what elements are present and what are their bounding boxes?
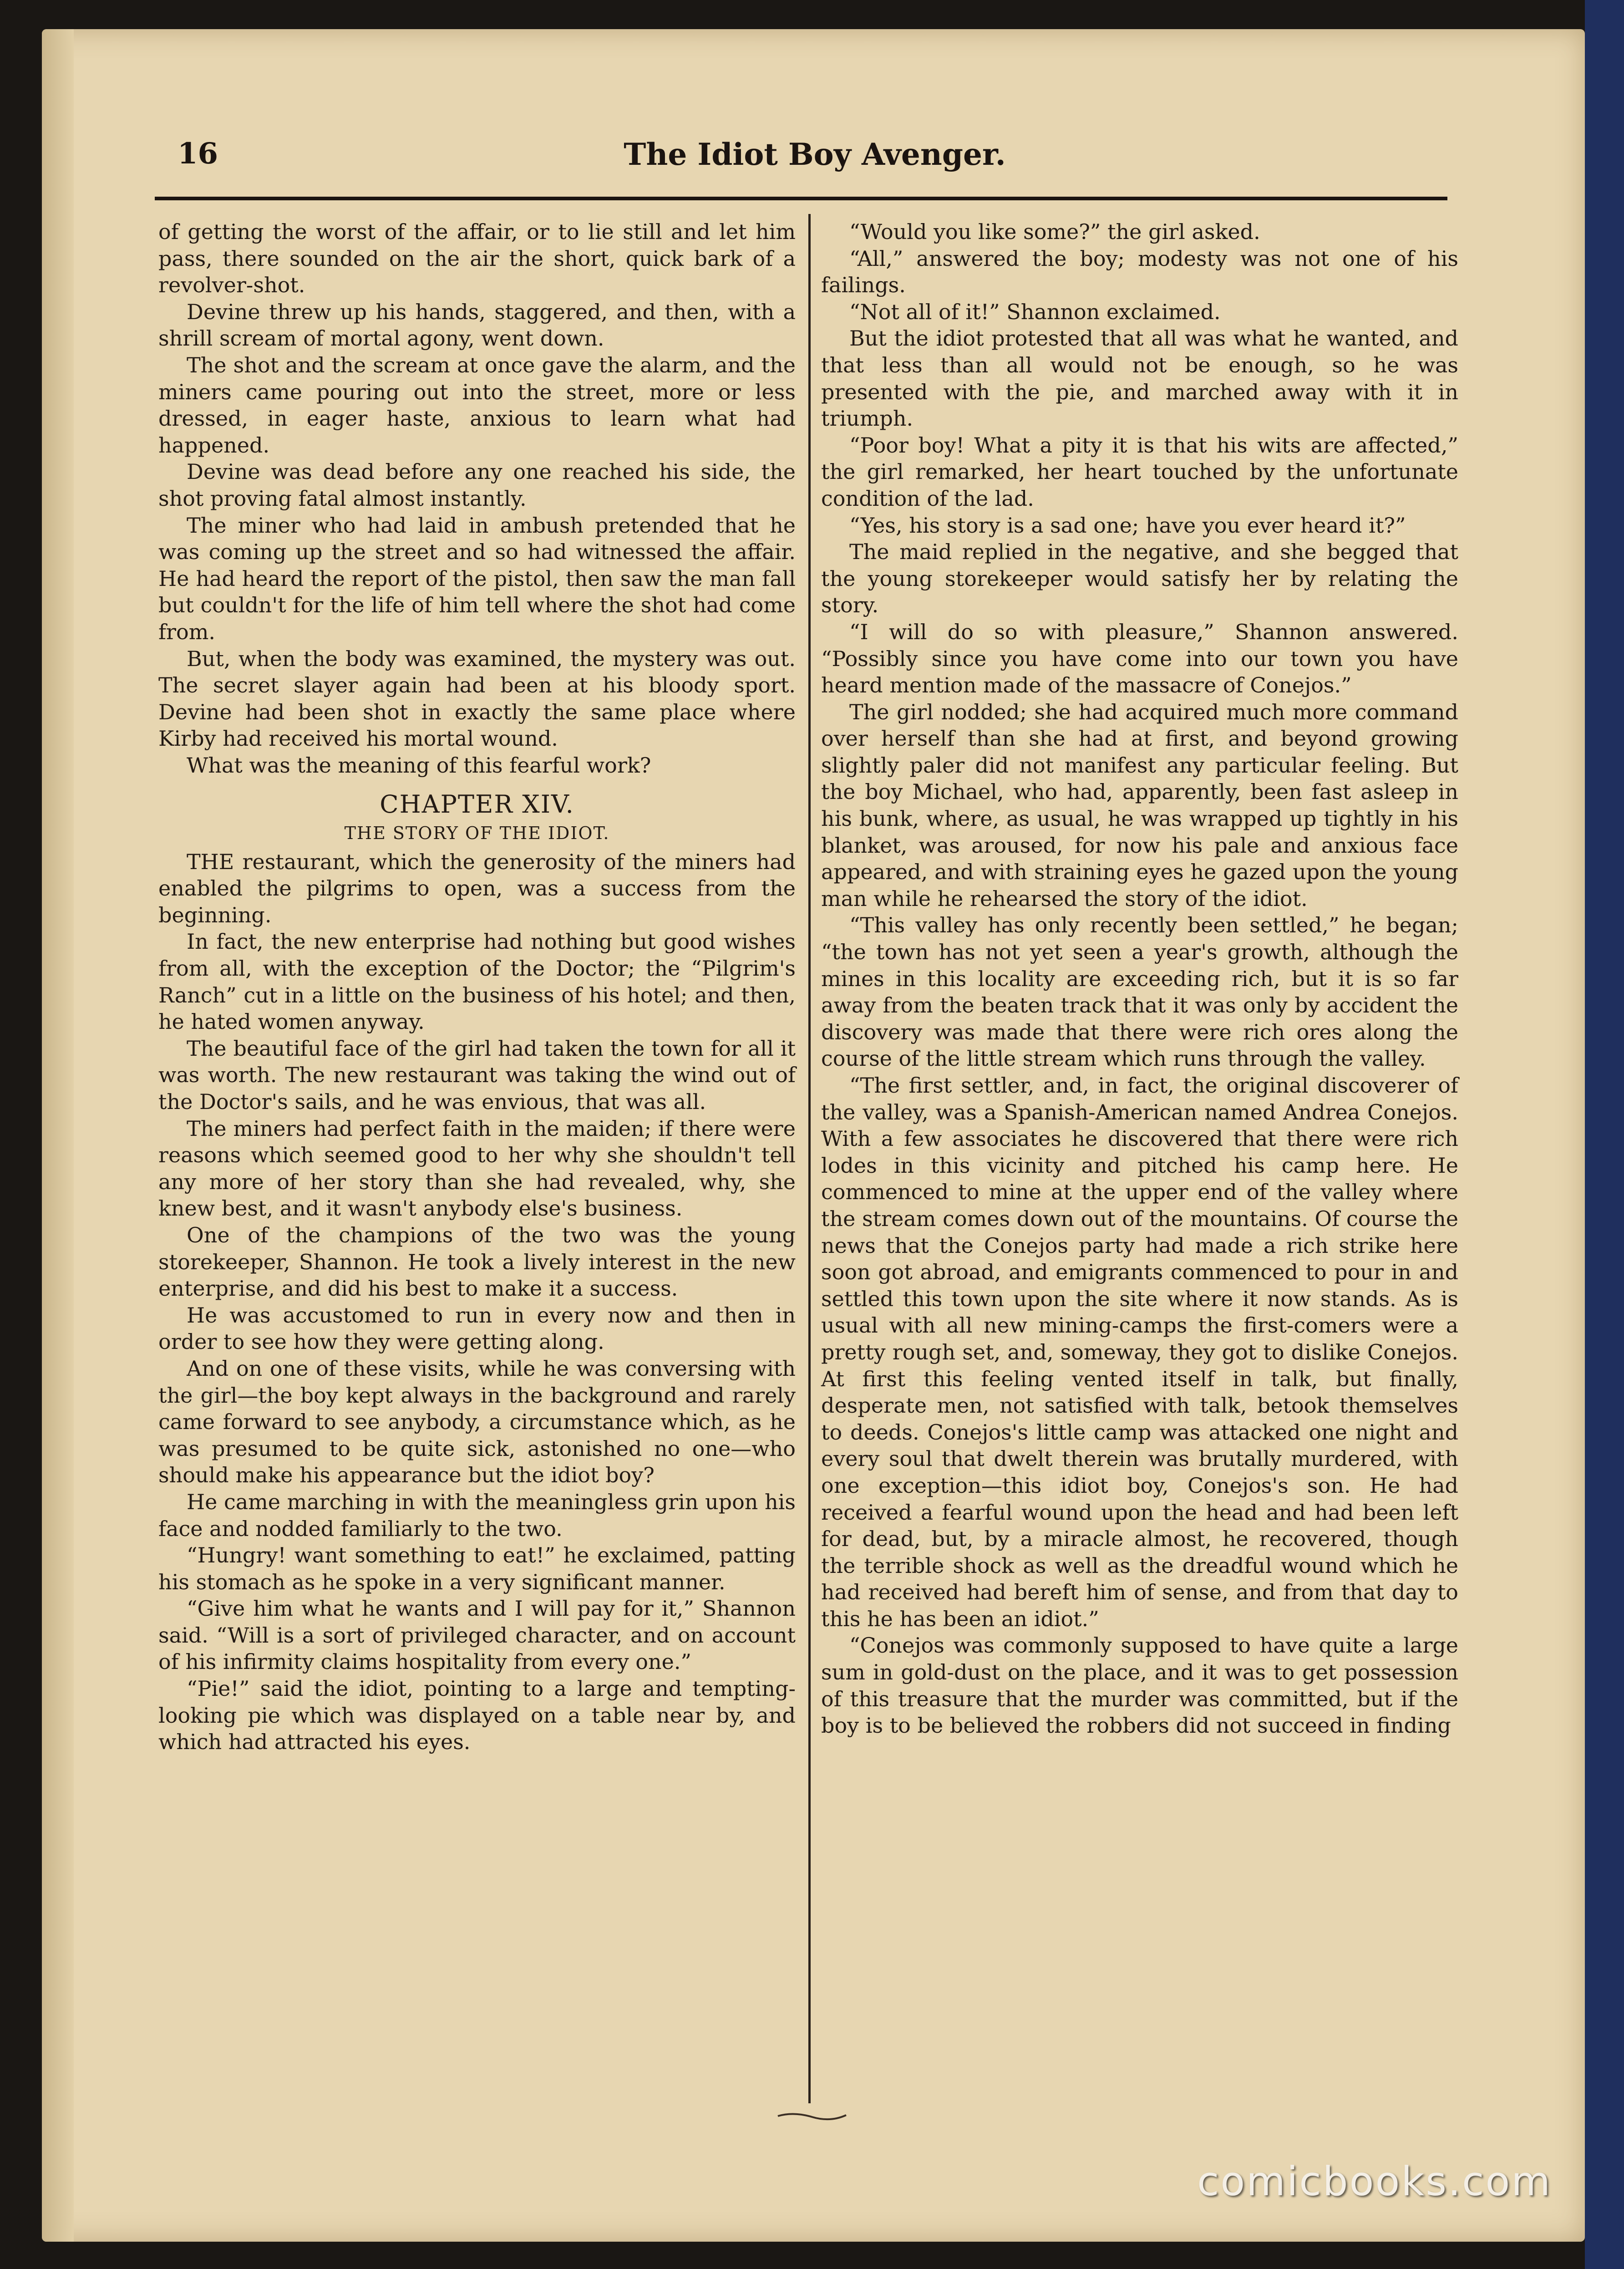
paragraph: “Poor boy! What a pity it is that his wits are affected,” the girl remarked, her heart touched by the unfortunate condition of the lad. <box>821 432 1458 511</box>
paragraph: “Give him what he wants and I will pay for it,” Shannon said. “Will is a sort of privileged character, and on account of his infirmity claims hospitality from every one.” <box>158 1596 796 1674</box>
paragraph: “Would you like some?” the girl asked. <box>849 219 1260 244</box>
paragraph: In fact, the new enterprise had nothing but good wishes from all, with the exception of the Doctor; the “Pilgrim's Ranch” cut in a little on the business of his hotel; and then, he hated women anyway. <box>158 929 796 1034</box>
paragraph: One of the champions of the two was the young storekeeper, Shannon. He took a lively interest in the new enterprise, and did his best to make it a success. <box>158 1222 796 1301</box>
paragraph: And on one of these visits, while he was conversing with the girl—the boy kept always in the background and rarely came forward to see anybody, a circumstance which, as he was presumed to be quite sick, astonished no one—who should make his appearance but the idiot boy? <box>158 1356 796 1488</box>
paragraph: What was the meaning of this fearful work? <box>187 753 651 778</box>
paragraph: Devine was dead before any one reached his side, the shot proving fatal almost instantly. <box>158 459 796 511</box>
running-header <box>178 137 1452 191</box>
paragraph: He was accustomed to run in every now and then in order to see how they were getting along. <box>158 1302 796 1354</box>
paragraph: “Hungry! want something to eat!” he exclaimed, patting his stomach as he spoke in a very significant manner. <box>158 1543 796 1594</box>
paragraph: “Not all of it!” Shannon exclaimed. <box>849 299 1221 324</box>
paragraph: The shot and the scream at once gave the alarm, and the miners came pouring out into the street, more or less dressed, in eager haste, anxious to learn what had happened. <box>158 352 796 458</box>
paragraph: The girl nodded; she had acquired much more command over herself than she had at first, and beyond growing slightly paler did not manifest any particular feeling. But the boy Michael, who had, apparently, been fast asleep in his bunk, where, as usual, he was wrapped up tightly in his blanket, was aroused, for now his pale and anxious face appeared, and with straining eyes he gazed upon the young man while he rehearsed the story of the idiot. <box>821 699 1458 911</box>
column-divider <box>808 214 811 2103</box>
paragraph: “All,” answered the boy; modesty was not one of his failings. <box>821 246 1458 298</box>
paragraph: “I will do so with pleasure,” Shannon answered. “Possibly since you have come into our town you have heard mention made of the massacre of Conejos.” <box>821 619 1458 698</box>
chapter-subtitle: THE STORY OF THE IDIOT. <box>344 823 610 844</box>
paragraph: But, when the body was examined, the mystery was out. The secret slayer again had been at his bloody sport. Devine had been shot in exactly the same place where Kirby had received his mortal wound. <box>158 646 796 751</box>
printer-mark-icon <box>776 2107 848 2125</box>
running-title: The Idiot Boy Avenger. <box>624 137 1006 172</box>
paragraph: “This valley has only recently been settled,” he began; “the town has not yet seen a year's growth, although the mines in this locality are exceeding rich, but it is so far away from the beaten track that it was only by accident the discovery was made that there were rich ores along the course of the little stream which runs through the valley. <box>821 913 1458 1071</box>
right-edge-stripe <box>1585 0 1624 2269</box>
paragraph: “Pie!” said the idiot, pointing to a large and tempting-looking pie which was displayed on a table near by, and which had attracted his eyes. <box>158 1676 796 1755</box>
paragraph: But the idiot protested that all was what he wanted, and that less than all would not be enough, so he was presented with the pie, and marched away with it in triumph. <box>821 326 1458 431</box>
paragraph: The beautiful face of the girl had taken the town for all it was worth. The new restaurant was taking the wind out of the Doctor's sails, and he was envious, that was all. <box>158 1036 796 1114</box>
paragraph: The maid replied in the negative, and she begged that the young storekeeper would satisfy her by relating the story. <box>821 539 1458 618</box>
paragraph: THE restaurant, which the generosity of the miners had enabled the pilgrims to open, was a success from the beginning. <box>158 849 796 927</box>
paragraph: The miners had perfect faith in the maiden; if there were reasons which seemed good to her why she shouldn't tell any more of her story than she had revealed, why, she knew best, and it wasn't anybody else's business. <box>158 1116 796 1221</box>
page-number: 16 <box>178 137 218 171</box>
paragraph: of getting the worst of the affair, or to lie still and let him pass, there sounded on the air the short, quick bark of a revolver-shot. <box>158 219 796 298</box>
watermark: comicbooks.com <box>1197 2158 1552 2205</box>
left-column <box>158 219 796 1755</box>
paragraph: He came marching in with the meaningless grin upon his face and nodded familiarly to the two. <box>158 1489 796 1541</box>
paragraph: “The first settler, and, in fact, the original discoverer of the valley, was a Spanish-American named Andrea Conejos. With a few associates he discovered that there were rich lodes in this vicinity and pitched his camp here. He commenced to mine at the upper end of the valley where the stream comes down out of the mountains. Of course the news that the Conejos party had made a rich strike here soon got abroad, and emigrants commenced to pour in and settled this town upon the site where it now stands. As is usual with all new mining-camps the first-comers were a pretty rough set, and, someway, they got to dislike Conejos. At first this feeling vented itself in talk, but finally, desperate men, not satisfied with talk, betook themselves to deeds. Conejos's little camp was attacked one night and every soul that dwelt therein was brutally murdered, with one exception—this idiot boy, Conejos's son. He had received a fearful wound upon the head and had been left for dead, but, by a miracle almost, he recovered, though the terrible shock as well as the dreadful wound which he had received had bereft him of sense, and from that day to this he has been an idiot.” <box>821 1073 1458 1631</box>
header-rule <box>155 197 1447 200</box>
paragraph: The miner who had laid in ambush pretended that he was coming up the street and so had witnessed the affair. He had heard the report of the pistol, then saw the man fall but couldn't for the life of him tell where the shot had come from. <box>158 513 796 644</box>
paragraph: “Yes, his story is a sad one; have you ever heard it?” <box>849 513 1406 538</box>
chapter-title: CHAPTER XIV. <box>380 790 574 819</box>
paragraph: “Conejos was commonly supposed to have quite a large sum in gold-dust on the place, and it was to get possession of this treasure that the murder was committed, but if the boy is to be believed the robbers did not succeed in finding <box>821 1633 1458 1738</box>
right-column <box>821 219 1458 1739</box>
page-binding-edge <box>42 29 74 2242</box>
paragraph: Devine threw up his hands, staggered, and then, with a shrill scream of mortal agony, went down. <box>158 299 796 351</box>
